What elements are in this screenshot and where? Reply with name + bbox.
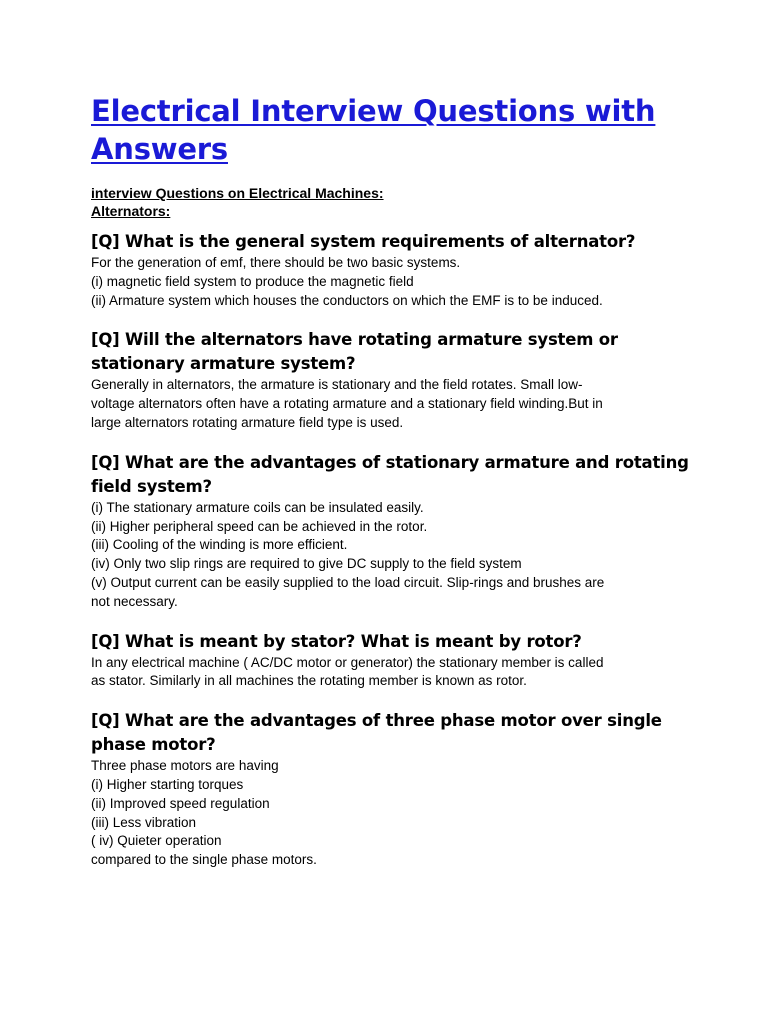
question-heading: [Q] What is meant by stator? What is meant by rotor? (91, 631, 582, 651)
answer-line: (ii) Higher peripheral speed can be achieved in the rotor. (91, 518, 428, 534)
answer-line: (iv) Only two slip rings are required to give DC supply to the field system (91, 556, 522, 572)
question-heading: [Q] Will the alternators have rotating armature system or stationary armature system? (91, 330, 618, 374)
answer-line: (ii) Armature system which houses the conductors on which the EMF is to be induced. (91, 292, 603, 308)
document-title: Electrical Interview Questions with Answers (91, 94, 656, 166)
qa-block (91, 709, 691, 870)
answer-line: For the generation of emf, there should be two basic systems. (91, 255, 461, 270)
answer-line: (i) magnetic field system to produce the magnetic field (91, 273, 414, 289)
answer-line: In any electrical machine ( AC/DC motor or generator) the stationary member is called (91, 654, 604, 670)
answer-line: compared to the single phase motors. (91, 852, 317, 868)
answer-line: (iii) Less vibration (91, 814, 197, 830)
answer-line: (iii) Cooling of the winding is more efficient. (91, 537, 348, 553)
question-heading: [Q] What are the advantages of three phase motor over single phase motor? (91, 711, 662, 755)
answer-line: ( iv) Quieter operation (91, 833, 222, 849)
document-page (91, 92, 691, 870)
qa-block (91, 230, 691, 310)
answer-text (91, 757, 691, 870)
answer-line: (v) Output current can be easily supplied to the load circuit. Slip-rings and brushes are (91, 574, 605, 590)
answer-line: Three phase motors are having (91, 758, 279, 774)
answer-text (91, 654, 691, 692)
answer-line: (i) Higher starting torques (91, 776, 244, 792)
subsection-heading: Alternators: (91, 203, 171, 219)
answer-line: large alternators rotating armature field type is used. (91, 414, 404, 430)
qa-block (91, 630, 691, 692)
answer-line: (ii) Improved speed regulation (91, 795, 270, 811)
answer-line: not necessary. (91, 593, 178, 609)
answer-text (91, 376, 691, 432)
question-heading: [Q] What is the general system requirements of alternator? (91, 232, 636, 251)
answer-line: (i) The stationary armature coils can be insulated easily. (91, 499, 424, 515)
answer-line: as stator. Similarly in all machines the rotating member is known as rotor. (91, 673, 527, 689)
question-heading: [Q] What are the advantages of stationary armature and rotating field system? (91, 452, 689, 496)
answer-line: voltage alternators often have a rotating armature and a stationary field winding.But in (91, 396, 603, 412)
section-heading: interview Questions on Electrical Machines: (91, 185, 384, 201)
qa-block (91, 451, 691, 612)
answer-text (91, 499, 691, 612)
qa-block (91, 328, 691, 432)
answer-line: Generally in alternators, the armature is stationary and the field rotates. Small low- (91, 377, 583, 393)
answer-text (91, 254, 691, 310)
